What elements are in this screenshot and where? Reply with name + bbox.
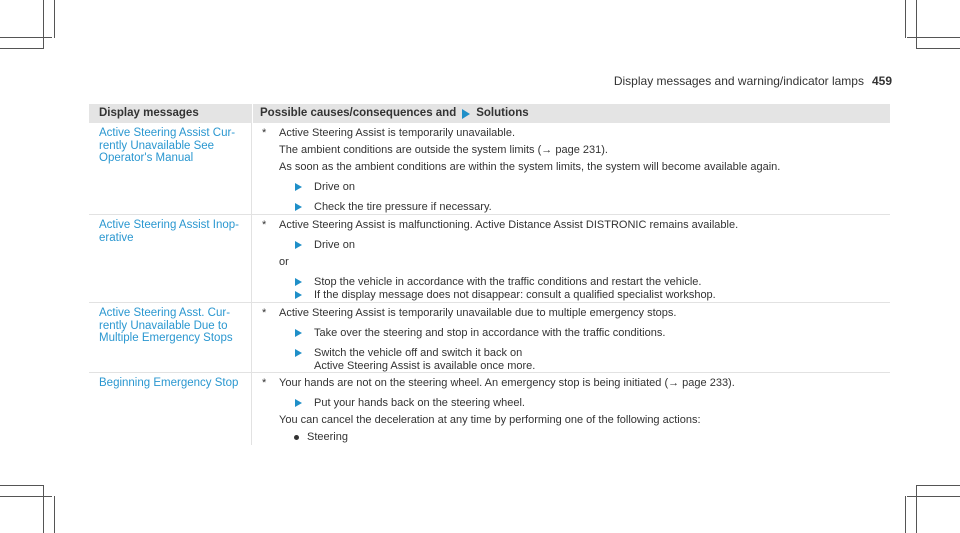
display-message: Beginning Emergency Stop xyxy=(89,373,252,445)
action-step xyxy=(268,289,882,302)
crop-mark xyxy=(0,496,52,497)
crop-mark xyxy=(0,48,44,49)
step-text: Put your hands back on the steering wheel. xyxy=(314,397,525,409)
display-message: Active Steering Assist Cur-rently Unavailable See Operator's Manual xyxy=(89,123,252,214)
action-step xyxy=(268,181,882,194)
asterisk-marker: * xyxy=(262,127,267,139)
display-message: Active Steering Asst. Cur-rently Unavailable Due to Multiple Emergency Stops xyxy=(89,303,252,372)
solution-cell xyxy=(252,215,890,302)
step-text: Take over the steering and stop in accordance with the traffic conditions. xyxy=(314,327,666,339)
action-step xyxy=(268,397,882,410)
table-row xyxy=(89,303,890,373)
triangle-arrow-icon xyxy=(462,109,470,119)
crop-mark xyxy=(54,496,55,533)
bullet-item xyxy=(268,431,882,444)
step-text: Drive on xyxy=(314,239,355,251)
action-step xyxy=(268,327,882,340)
solution-cell xyxy=(252,303,890,372)
step-text: Drive on xyxy=(314,181,355,193)
step-arrow-icon xyxy=(295,203,302,211)
or-text: or xyxy=(279,256,289,268)
step-arrow-icon xyxy=(295,183,302,191)
step-arrow-icon xyxy=(295,291,302,299)
solution-cell xyxy=(252,373,890,445)
info-text: As soon as the ambient conditions are within the system limits, the system will become available again. xyxy=(279,161,781,173)
step-arrow-icon xyxy=(295,278,302,286)
asterisk-marker: * xyxy=(262,307,267,319)
display-messages-table xyxy=(89,104,890,445)
crop-mark xyxy=(916,48,960,49)
table-row xyxy=(89,123,890,215)
crop-mark xyxy=(905,496,906,533)
running-header xyxy=(614,74,892,88)
crop-mark xyxy=(0,37,52,38)
action-step xyxy=(268,276,882,289)
table-row xyxy=(89,215,890,303)
step-arrow-icon xyxy=(295,399,302,407)
crop-mark xyxy=(54,0,55,38)
step-text: Stop the vehicle in accordance with the traffic conditions and restart the vehicle. xyxy=(314,276,702,288)
header-title: Display messages and warning/indicator lamps xyxy=(613,74,864,88)
action-step xyxy=(268,201,882,214)
info-text: You can cancel the deceleration at any time by performing one of the following actions: xyxy=(279,414,701,426)
solution-cell xyxy=(252,123,890,214)
step-arrow-icon xyxy=(295,349,302,357)
cause-text: Active Steering Assist is malfunctioning. Active Distance Assist DISTRONIC remains available. xyxy=(279,219,739,231)
step-arrow-icon xyxy=(295,329,302,337)
cause-text: Your hands are not on the steering wheel. An emergency stop is being initiated (→ page 233). xyxy=(279,377,735,389)
page-number: 459 xyxy=(871,74,892,88)
action-step xyxy=(268,347,882,360)
step-text: Check the tire pressure if necessary. xyxy=(314,201,492,213)
crop-mark xyxy=(905,0,906,38)
action-step xyxy=(268,239,882,252)
cause-text: Active Steering Assist is temporarily unavailable. xyxy=(279,127,515,139)
table-row xyxy=(89,373,890,445)
bullet-dot-icon xyxy=(294,435,299,440)
asterisk-marker: * xyxy=(262,219,267,231)
step-text: Switch the vehicle off and switch it back on xyxy=(314,347,523,359)
step-continuation: Active Steering Assist is available once more. xyxy=(314,360,536,372)
bullet-text: Steering xyxy=(307,431,348,443)
step-text: If the display message does not disappear: consult a qualified specialist workshop. xyxy=(314,289,716,301)
crop-mark xyxy=(43,0,44,48)
crop-mark xyxy=(916,485,960,486)
step-arrow-icon xyxy=(295,241,302,249)
display-message: Active Steering Assist Inop-erative xyxy=(89,215,252,302)
crop-mark xyxy=(0,485,44,486)
asterisk-marker: * xyxy=(262,377,267,389)
crop-mark xyxy=(43,485,44,533)
crop-mark xyxy=(916,0,917,48)
column-header-messages: Display messages xyxy=(99,107,199,119)
crop-mark xyxy=(907,37,960,38)
crop-mark xyxy=(907,496,960,497)
info-text: The ambient conditions are outside the system limits (→ page 231). xyxy=(279,144,608,156)
column-header-solutions xyxy=(252,104,890,123)
crop-mark xyxy=(916,485,917,533)
column-header-solutions-suffix: Solutions xyxy=(476,107,529,119)
cause-text: Active Steering Assist is temporarily unavailable due to multiple emergency stops. xyxy=(279,307,677,319)
column-header-solutions-prefix: Possible causes/consequences and xyxy=(260,107,457,119)
table-header xyxy=(89,104,890,123)
